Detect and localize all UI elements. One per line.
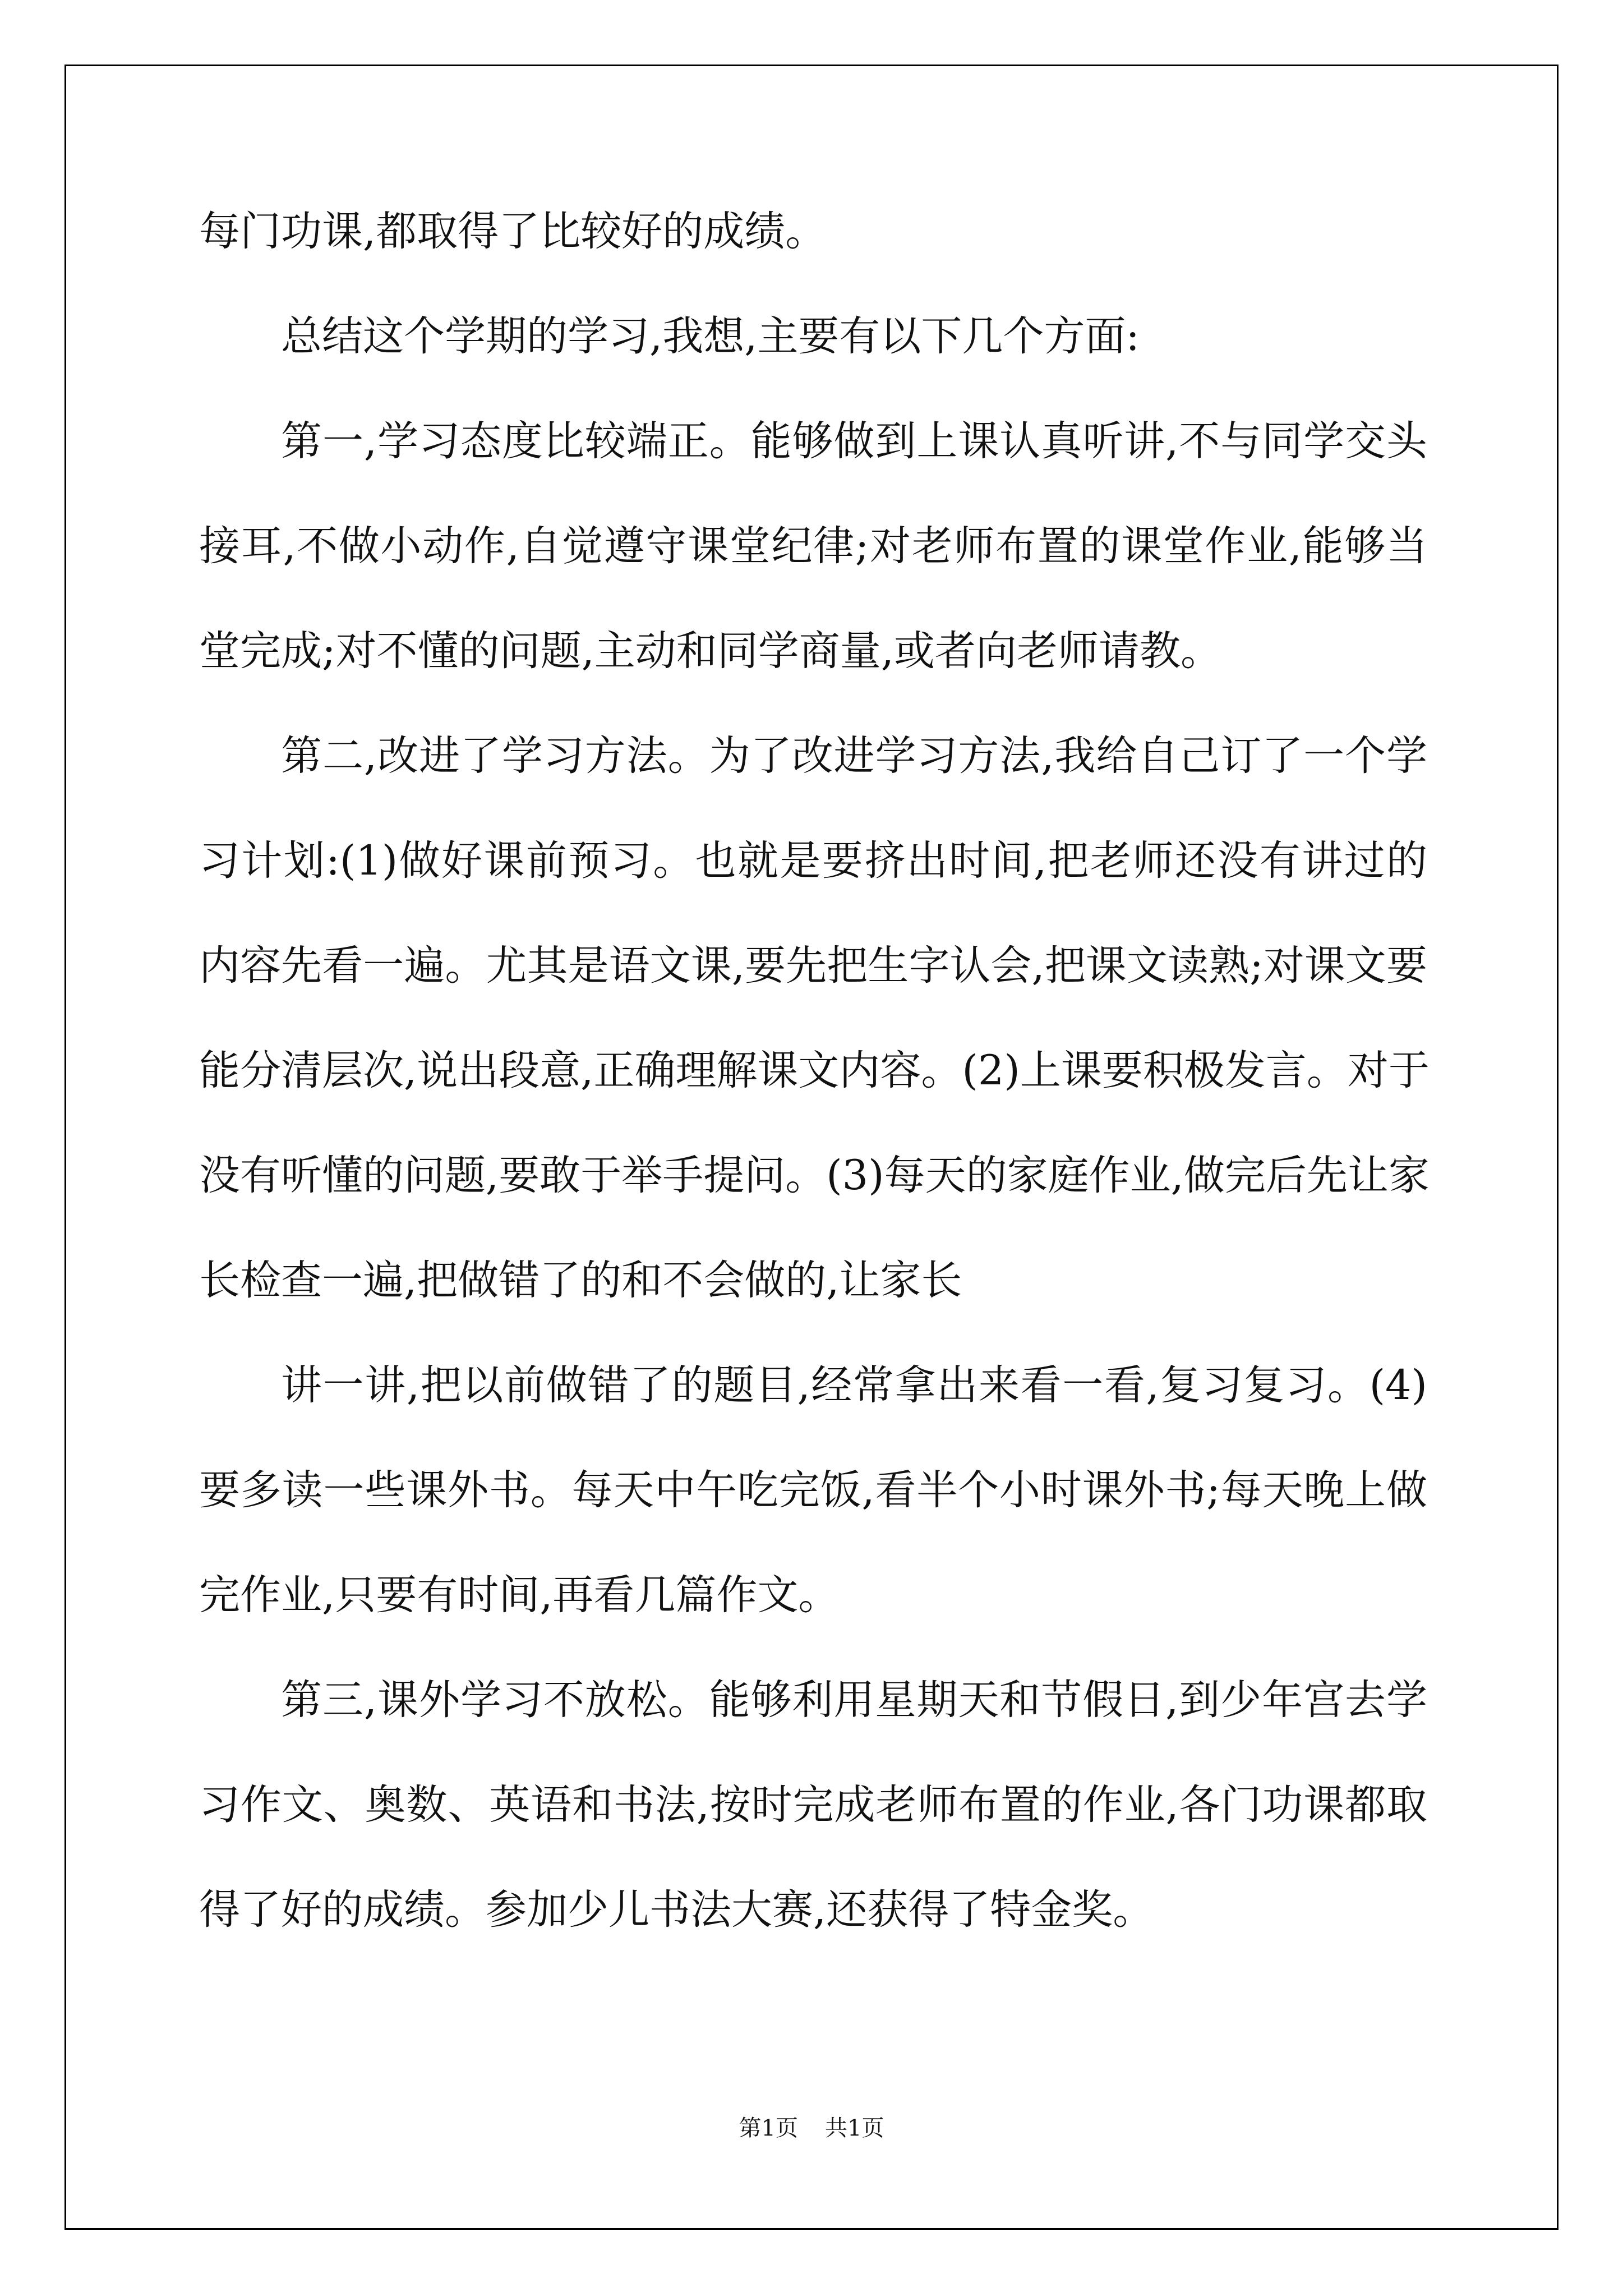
- text-line: 习计划:(1)做好课前预习。也就是要挤出时间,把老师还没有讲过的: [199, 837, 1427, 885]
- text-line: 接耳,不做小动作,自觉遵守课堂纪律;对老师布置的课堂作业,能够当: [199, 522, 1427, 570]
- page-footer: [0, 2111, 1623, 2145]
- text-line: 堂完成;对不懂的问题,主动和同学商量,或者向老师请教。: [199, 627, 1222, 675]
- text-line: 要多读一些课外书。每天中午吃完饭,看半个小时课外书;每天晚上做: [199, 1466, 1427, 1514]
- text-line: 长检查一遍,把做错了的和不会做的,让家长: [199, 1257, 962, 1304]
- page-total: 共1页: [825, 2115, 884, 2141]
- text-line: 每门功课,都取得了比较好的成绩。: [199, 208, 827, 255]
- text-line: 讲一讲,把以前做错了的题目,经常拿出来看一看,复习复习。(4): [281, 1361, 1427, 1409]
- text-line: 得了好的成绩。参加少儿书法大赛,还获得了特金奖。: [199, 1886, 1154, 1934]
- text-line: 第二,改进了学习方法。为了改进学习方法,我给自己订了一个学: [281, 732, 1427, 780]
- text-line: 完作业,只要有时间,再看几篇作文。: [199, 1571, 840, 1619]
- text-line: 能分清层次,说出段意,正确理解课文内容。(2)上课要积极发言。对于: [199, 1047, 1430, 1094]
- text-line: 习作文、奥数、英语和书法,按时完成老师布置的作业,各门功课都取: [199, 1781, 1427, 1829]
- text-line: 第三,课外学习不放松。能够利用星期天和节假日,到少年宫去学: [281, 1676, 1427, 1724]
- text-line: 没有听懂的问题,要敢于举手提问。(3)每天的家庭作业,做完后先让家: [199, 1152, 1430, 1199]
- text-line: 第一,学习态度比较端正。能够做到上课认真听讲,不与同学交头: [281, 417, 1427, 465]
- page-number: 第1页: [739, 2115, 798, 2141]
- text-line: 总结这个学期的学习,我想,主要有以下几个方面:: [281, 312, 1140, 360]
- text-line: 内容先看一遍。尤其是语文课,要先把生字认会,把课文读熟;对课文要: [199, 942, 1427, 990]
